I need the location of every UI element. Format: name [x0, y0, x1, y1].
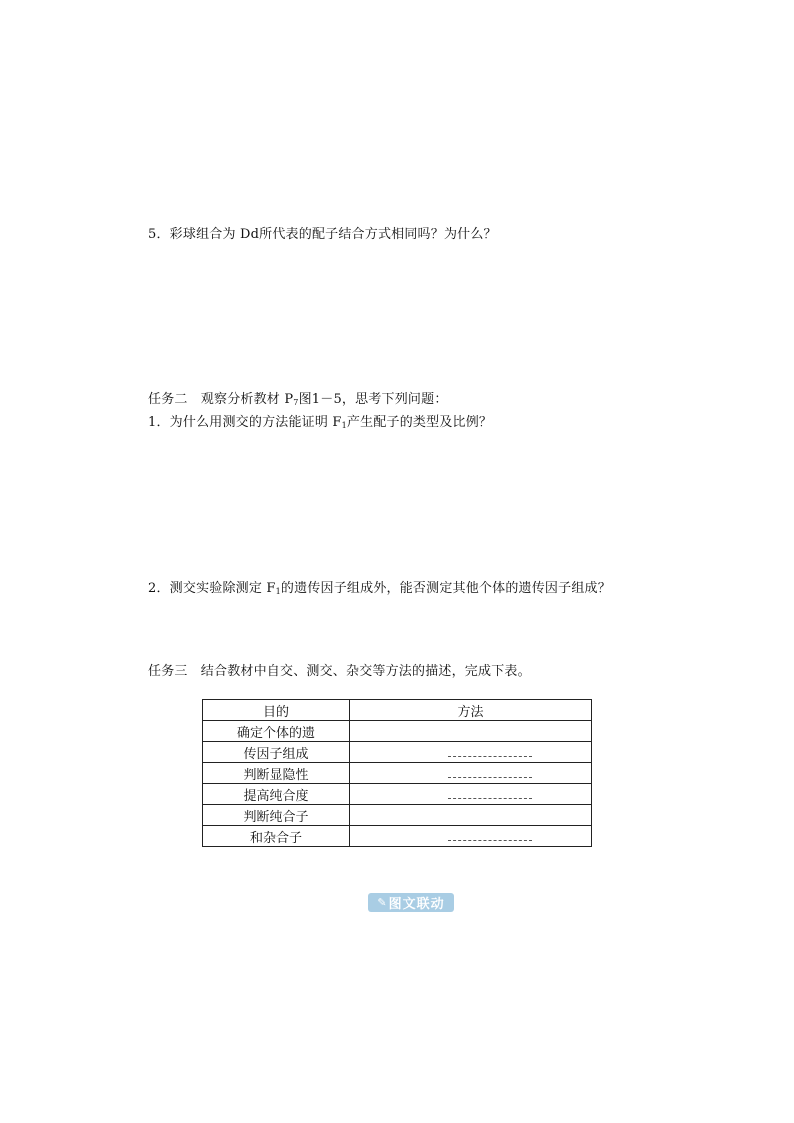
task-2-prefix: 任务二 观察分析教材 P: [148, 392, 294, 407]
task-2-suffix: 图1－5，思考下列问题：: [298, 392, 448, 407]
task-2-page-sub: 7: [293, 398, 299, 407]
method-cell[interactable]: [350, 742, 592, 763]
purpose-cell: 传因子组成: [203, 742, 350, 763]
header-method: 方法: [350, 700, 592, 721]
badge-label: 图文联动: [388, 897, 445, 912]
method-cell[interactable]: [350, 721, 592, 742]
blank-line: [448, 765, 532, 778]
table-row: [203, 721, 592, 742]
pencil-icon: ✎: [377, 896, 388, 909]
task-3-heading: [148, 660, 531, 679]
purpose-cell: 判断纯合子: [203, 805, 350, 826]
method-cell[interactable]: [350, 784, 592, 805]
method-cell[interactable]: [350, 826, 592, 847]
blank-line: [448, 744, 532, 757]
question-2-suffix: 的遗传因子组成外，能否测定其他个体的遗传因子组成？: [280, 581, 611, 596]
table-row: [203, 742, 592, 763]
question-1-sub: 1: [341, 421, 347, 430]
purpose-cell: 和杂合子: [203, 826, 350, 847]
table-row: [203, 826, 592, 847]
task-2-heading: [148, 388, 448, 407]
question-1-prefix: 1．为什么用测交的方法能证明 F: [148, 415, 342, 430]
question-5-text: 5．彩球组合为 Dd所代表的配子结合方式相同吗？为什么？: [148, 227, 497, 242]
blank-line: [448, 828, 532, 841]
purpose-method-table: [202, 699, 592, 847]
table-row: [203, 784, 592, 805]
table-row: [203, 763, 592, 784]
purpose-cell: 提高纯合度: [203, 784, 350, 805]
method-cell[interactable]: [350, 805, 592, 826]
purpose-cell: 确定个体的遗: [203, 721, 350, 742]
blank-line: [448, 786, 532, 799]
header-purpose: 目的: [203, 700, 350, 721]
purpose-cell: 判断显隐性: [203, 763, 350, 784]
task-3-text: 任务三 结合教材中自交、测交、杂交等方法的描述，完成下表。: [148, 664, 531, 679]
question-1-suffix: 产生配子的类型及比例？: [346, 415, 493, 430]
image-text-link-badge[interactable]: [368, 893, 454, 912]
question-5: [148, 223, 497, 242]
question-2-sub: 1: [275, 587, 281, 596]
table-row: [203, 805, 592, 826]
method-cell[interactable]: [350, 763, 592, 784]
question-2-prefix: 2．测交实验除测定 F: [148, 581, 276, 596]
question-2: [148, 577, 611, 596]
table-header-row: [203, 700, 592, 721]
question-1: [148, 411, 492, 430]
